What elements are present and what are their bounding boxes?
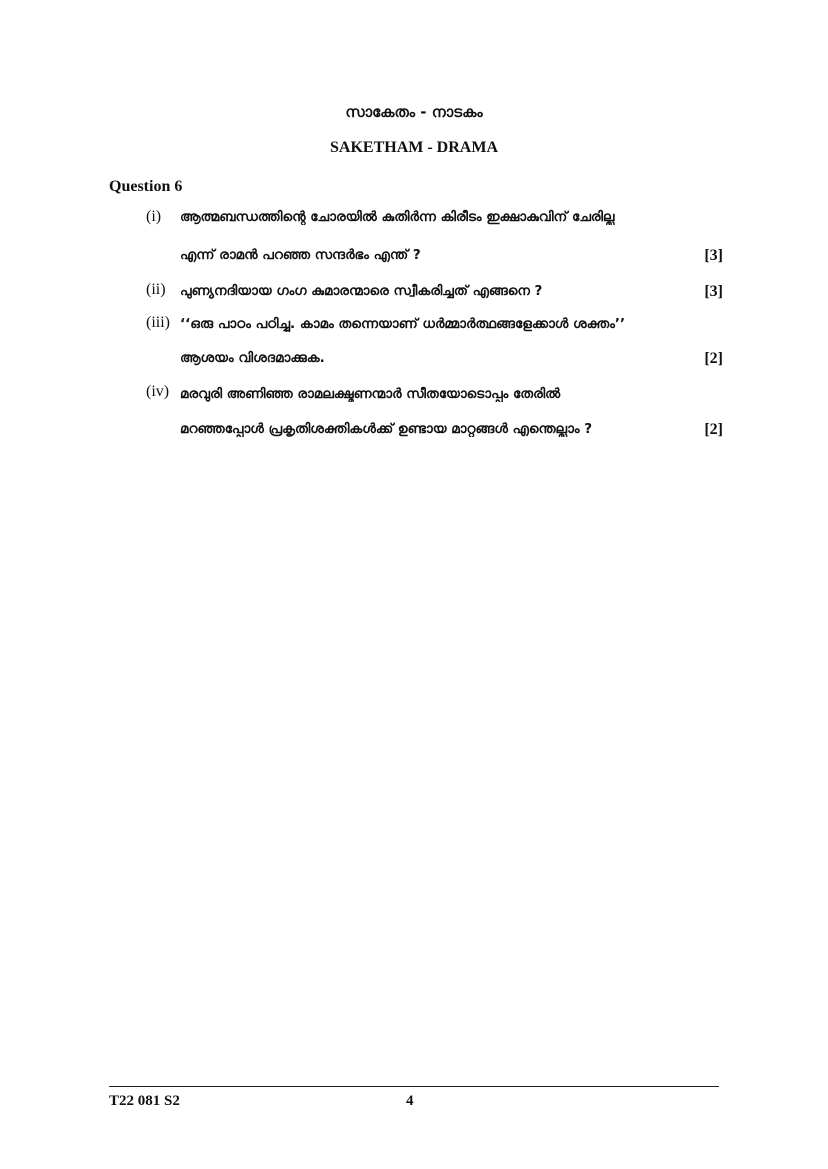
- part-number: (iii): [146, 314, 170, 331]
- part-marks: [3]: [704, 283, 723, 300]
- paper-code: T22 081 S2: [109, 1093, 180, 1109]
- title-malayalam: സാകേതം - നാടകം: [345, 103, 483, 121]
- part-marks: [2]: [704, 350, 723, 367]
- part-text-line: എന്ന് രാമൻ പറഞ്ഞ സന്ദർഭം എന്ത് ?: [180, 247, 421, 263]
- part-text-line: ആശയം വിശദമാക്കുക.: [180, 350, 325, 366]
- question-heading: Question 6: [109, 178, 183, 195]
- part-text-line: ആത്മബന്ധത്തിന്റെ ചോരയിൽ കുതിർന്ന കിരീടം ഇക്ഷാകുവിന് ചേരില്ല: [180, 209, 615, 225]
- part-text-line: മറഞ്ഞപ്പോൾ പ്രകൃതിശക്തികൾക്ക് ഉണ്ടായ മാറ്റങ്ങൾ എന്തെല്ലാം ?: [180, 421, 593, 437]
- part-marks: [2]: [704, 421, 723, 438]
- part-text-line: ‘‘ഒരു പാഠം പഠിച്ചു. കാമം തന്നെയാണ് ധർമ്മാർത്ഥങ്ങളേക്കാൾ ശക്തം’’: [180, 316, 626, 332]
- part-text-line: മരവുരി അണിഞ്ഞ രാമലക്ഷ്മണന്മാർ സീതയോടൊപ്പം തേരിൽ: [180, 386, 561, 402]
- part-marks: [3]: [704, 247, 723, 264]
- footer-rule: [109, 1086, 719, 1087]
- part-number: (i): [146, 208, 162, 225]
- part-number: (ii): [146, 281, 166, 298]
- part-text-line: പുണ്യനദിയായ ഗംഗ കുമാരന്മാരെ സ്വീകരിച്ചത് എങ്ങനെ ?: [180, 283, 543, 299]
- part-number: (iv): [146, 383, 170, 400]
- title-english: SAKETHAM - DRAMA: [330, 139, 498, 156]
- page-number: 4: [406, 1093, 414, 1109]
